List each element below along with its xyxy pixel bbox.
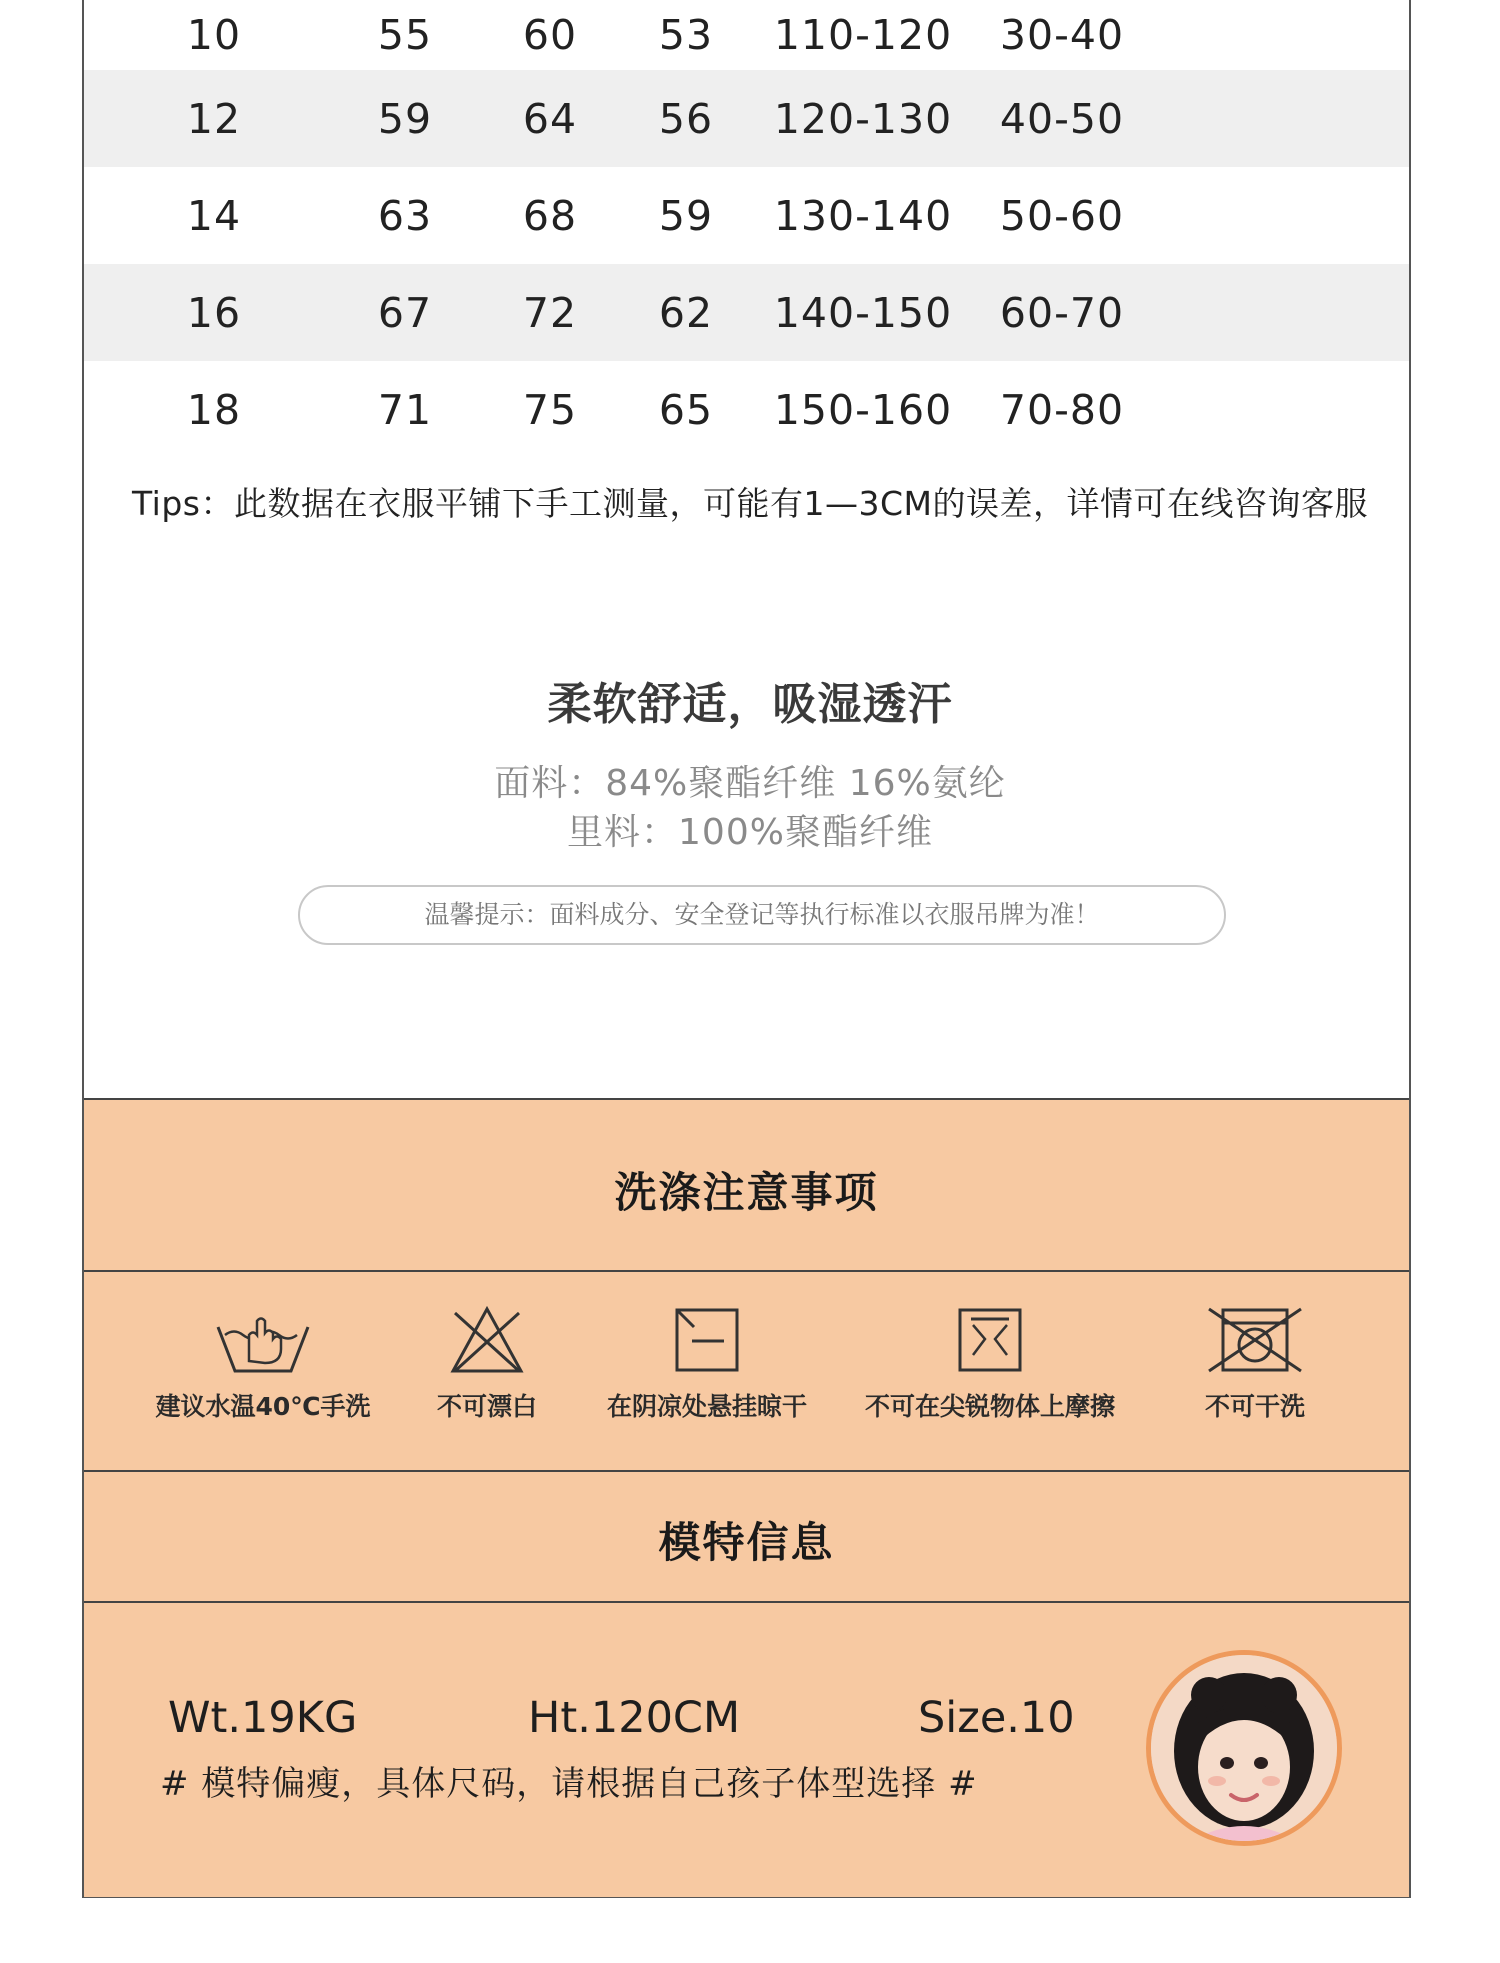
table-cell: 70-80 bbox=[999, 385, 1125, 434]
table-cell: 140-150 bbox=[773, 288, 953, 337]
table-cell: 40-50 bbox=[999, 94, 1125, 143]
table-cell: 65 bbox=[658, 385, 714, 434]
table-cell: 62 bbox=[658, 288, 714, 337]
table-cell: 50-60 bbox=[999, 191, 1125, 240]
table-cell: 64 bbox=[522, 94, 578, 143]
table-cell: 75 bbox=[522, 385, 578, 434]
table-cell: 14 bbox=[186, 191, 242, 240]
table-cell: 16 bbox=[186, 288, 242, 337]
care-label: 不可干洗 bbox=[1204, 1392, 1305, 1421]
care-item-no-dry-clean bbox=[1105, 1305, 1405, 1423]
table-row bbox=[84, 361, 1409, 458]
model-photo bbox=[1151, 1655, 1337, 1841]
table-cell: 71 bbox=[377, 385, 433, 434]
model-avatar bbox=[1146, 1650, 1342, 1846]
table-cell: 59 bbox=[658, 191, 714, 240]
table-cell: 120-130 bbox=[773, 94, 953, 143]
fabric-title: 柔软舒适，吸湿透汗 bbox=[547, 679, 953, 730]
care-header bbox=[84, 1098, 1409, 1273]
model-note: # 模特偏瘦，具体尺码，请根据自己孩子体型选择 # bbox=[160, 1764, 978, 1804]
table-cell: 67 bbox=[377, 288, 433, 337]
care-label: 不可漂白 bbox=[436, 1392, 537, 1421]
fabric-outer: 面料：84%聚酯纤维 16%氨纶 bbox=[494, 763, 1006, 804]
table-cell: 150-160 bbox=[773, 385, 953, 434]
model-height: Ht.120CM bbox=[528, 1693, 741, 1743]
no-bleach-icon bbox=[447, 1305, 527, 1375]
table-cell: 63 bbox=[377, 191, 433, 240]
table-cell: 130-140 bbox=[773, 191, 953, 240]
care-label: 在阴凉处悬挂晾干 bbox=[606, 1392, 807, 1421]
table-cell: 72 bbox=[522, 288, 578, 337]
care-title: 洗涤注意事项 bbox=[614, 1168, 879, 1217]
table-row bbox=[84, 0, 1409, 70]
table-cell: 60 bbox=[522, 11, 578, 59]
model-size: Size.10 bbox=[918, 1693, 1075, 1743]
table-cell: 68 bbox=[522, 191, 578, 240]
fabric-notice: 温馨提示：面料成分、安全登记等执行标准以衣服吊牌为准！ bbox=[298, 885, 1226, 945]
line-dry-shade-icon bbox=[672, 1305, 742, 1375]
care-item-line-dry bbox=[557, 1305, 857, 1423]
table-cell: 30-40 bbox=[999, 11, 1125, 59]
size-table bbox=[84, 0, 1409, 458]
table-row bbox=[84, 167, 1409, 264]
table-cell: 18 bbox=[186, 385, 242, 434]
model-title: 模特信息 bbox=[658, 1518, 835, 1567]
table-cell: 59 bbox=[377, 94, 433, 143]
no-abrasion-icon bbox=[955, 1305, 1025, 1375]
table-row bbox=[84, 70, 1409, 167]
table-cell: 53 bbox=[658, 11, 714, 59]
fabric-lining: 里料：100%聚酯纤维 bbox=[567, 812, 933, 853]
table-cell: 10 bbox=[186, 11, 242, 59]
model-header bbox=[84, 1470, 1409, 1604]
table-cell: 110-120 bbox=[773, 11, 953, 59]
care-label: 建议水温40℃手洗 bbox=[155, 1392, 371, 1421]
no-dry-clean-icon bbox=[1205, 1305, 1305, 1375]
measurement-tips: Tips：此数据在衣服平铺下手工测量，可能有1—3CM的误差，详情可在线咨询客服 bbox=[132, 484, 1368, 523]
table-row bbox=[84, 264, 1409, 361]
model-weight: Wt.19KG bbox=[168, 1693, 358, 1743]
table-cell: 56 bbox=[658, 94, 714, 143]
care-item-no-abrasion bbox=[840, 1305, 1140, 1423]
table-cell: 60-70 bbox=[999, 288, 1125, 337]
care-label: 不可在尖锐物体上摩擦 bbox=[864, 1392, 1115, 1421]
table-cell: 55 bbox=[377, 11, 433, 59]
table-cell: 12 bbox=[186, 94, 242, 143]
hand-wash-icon bbox=[213, 1305, 313, 1375]
